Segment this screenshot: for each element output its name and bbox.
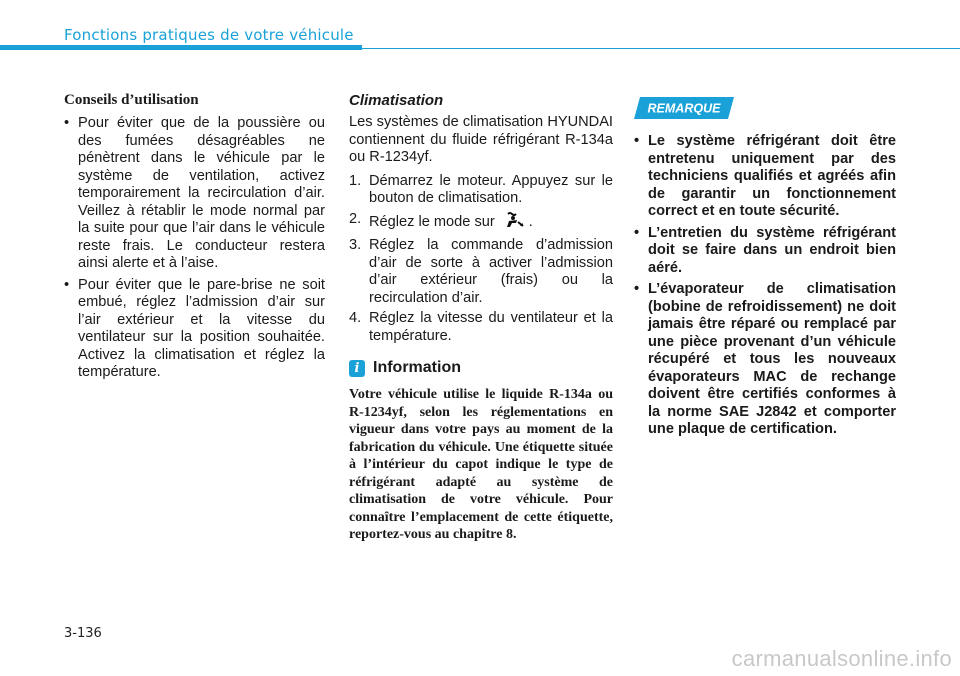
step-text-end: .: [528, 213, 533, 230]
watermark: carmanualsonline.info: [731, 646, 952, 671]
header-rule-thin: [362, 48, 960, 49]
remarque-list: [634, 133, 896, 439]
step-number: 1.: [349, 172, 362, 189]
step-text: Réglez la vitesse du ventilateur et la température.: [369, 310, 613, 344]
list-item: • Pour éviter que le pare-brise ne soit embué, réglez l’admission d’air sur l’air extérieur et la vitesse du ventilateur sur la position souhaitée. Activez la climatisation et réglez la température.: [64, 277, 325, 382]
remarque-badge: [634, 97, 734, 124]
air-conditioning-heading: Climatisation: [349, 92, 444, 109]
information-header: [349, 359, 613, 377]
step-item: [349, 173, 613, 208]
header-rule-thick: [0, 45, 362, 50]
info-icon: i: [349, 360, 365, 377]
column-air-conditioning: [349, 92, 613, 544]
step-item: [349, 310, 613, 345]
step-item: [349, 211, 613, 235]
usage-tips-heading: Conseils d’utilisation: [64, 92, 199, 108]
section-title: Fonctions pratiques de votre véhicule: [64, 26, 354, 44]
column-remarque: [634, 92, 896, 443]
step-item: [349, 237, 613, 307]
step-number: 2.: [349, 210, 362, 227]
remarque-label: REMARQUE: [647, 101, 721, 116]
step-text: Réglez la commande d’admission d’air de sorte à activer l’admission d’air extérieur (frais) ou la recirculation d’air.: [369, 237, 613, 306]
air-conditioning-steps: [349, 173, 613, 346]
list-item: • Le système réfrigérant doit être entretenu uniquement par des techniciens qualifiés et agréés afin de garantir un fonctionnement correct et en toute sécurité.: [634, 133, 896, 221]
column-usage-tips: [64, 92, 325, 386]
step-number: 4.: [349, 310, 362, 326]
list-item: • L’entretien du système réfrigérant doit se faire dans un endroit bien aéré.: [634, 225, 896, 278]
page-number: 3-136: [64, 626, 102, 641]
floor-defrost-mode-icon: [503, 211, 525, 235]
step-text: Démarrez le moteur. Appuyez sur le bouton de climatisation.: [369, 172, 613, 206]
step-text: Réglez le mode sur: [369, 213, 495, 230]
step-number: 3.: [349, 237, 362, 253]
air-conditioning-intro: Les systèmes de climatisation HYUNDAI contiennent du fluide réfrigérant R-134a ou R-1234yf.: [349, 114, 613, 165]
list-item: • Pour éviter que de la poussière ou des fumées désagréables ne pénètrent dans le véhicule par le système de ventilation, activez temporairement la recirculation d’air. Veillez à rétablir le mode normal par la suite pour que l’air dans le véhicule reste frais. Le conducteur restera ainsi alerte et à l’aise.: [64, 115, 325, 273]
information-title: Information: [373, 359, 461, 376]
list-item: • L’évaporateur de climatisation (bobine de refroidissement) ne doit jamais être réparé ou remplacé par une pièce provenant d’un véhicule récupéré et tous les nouveaux évaporateurs MAC de rechange doivent être certifiés conformes à la norme SAE J2842 et comporter une plaque de certification.: [634, 281, 896, 439]
usage-tips-list: [64, 115, 325, 382]
information-text: Votre véhicule utilise le liquide R-134a ou R-1234yf, selon les réglementations en vigueur dans votre pays au moment de la fabrication du véhicule. Une étiquette située à l’intérieur du capot indique le type de réfrigérant adapté au système de climatisation de votre véhicule. Pour connaître l’emplacement de cette étiquette, reportez-vous au chapitre 8.: [349, 387, 613, 542]
